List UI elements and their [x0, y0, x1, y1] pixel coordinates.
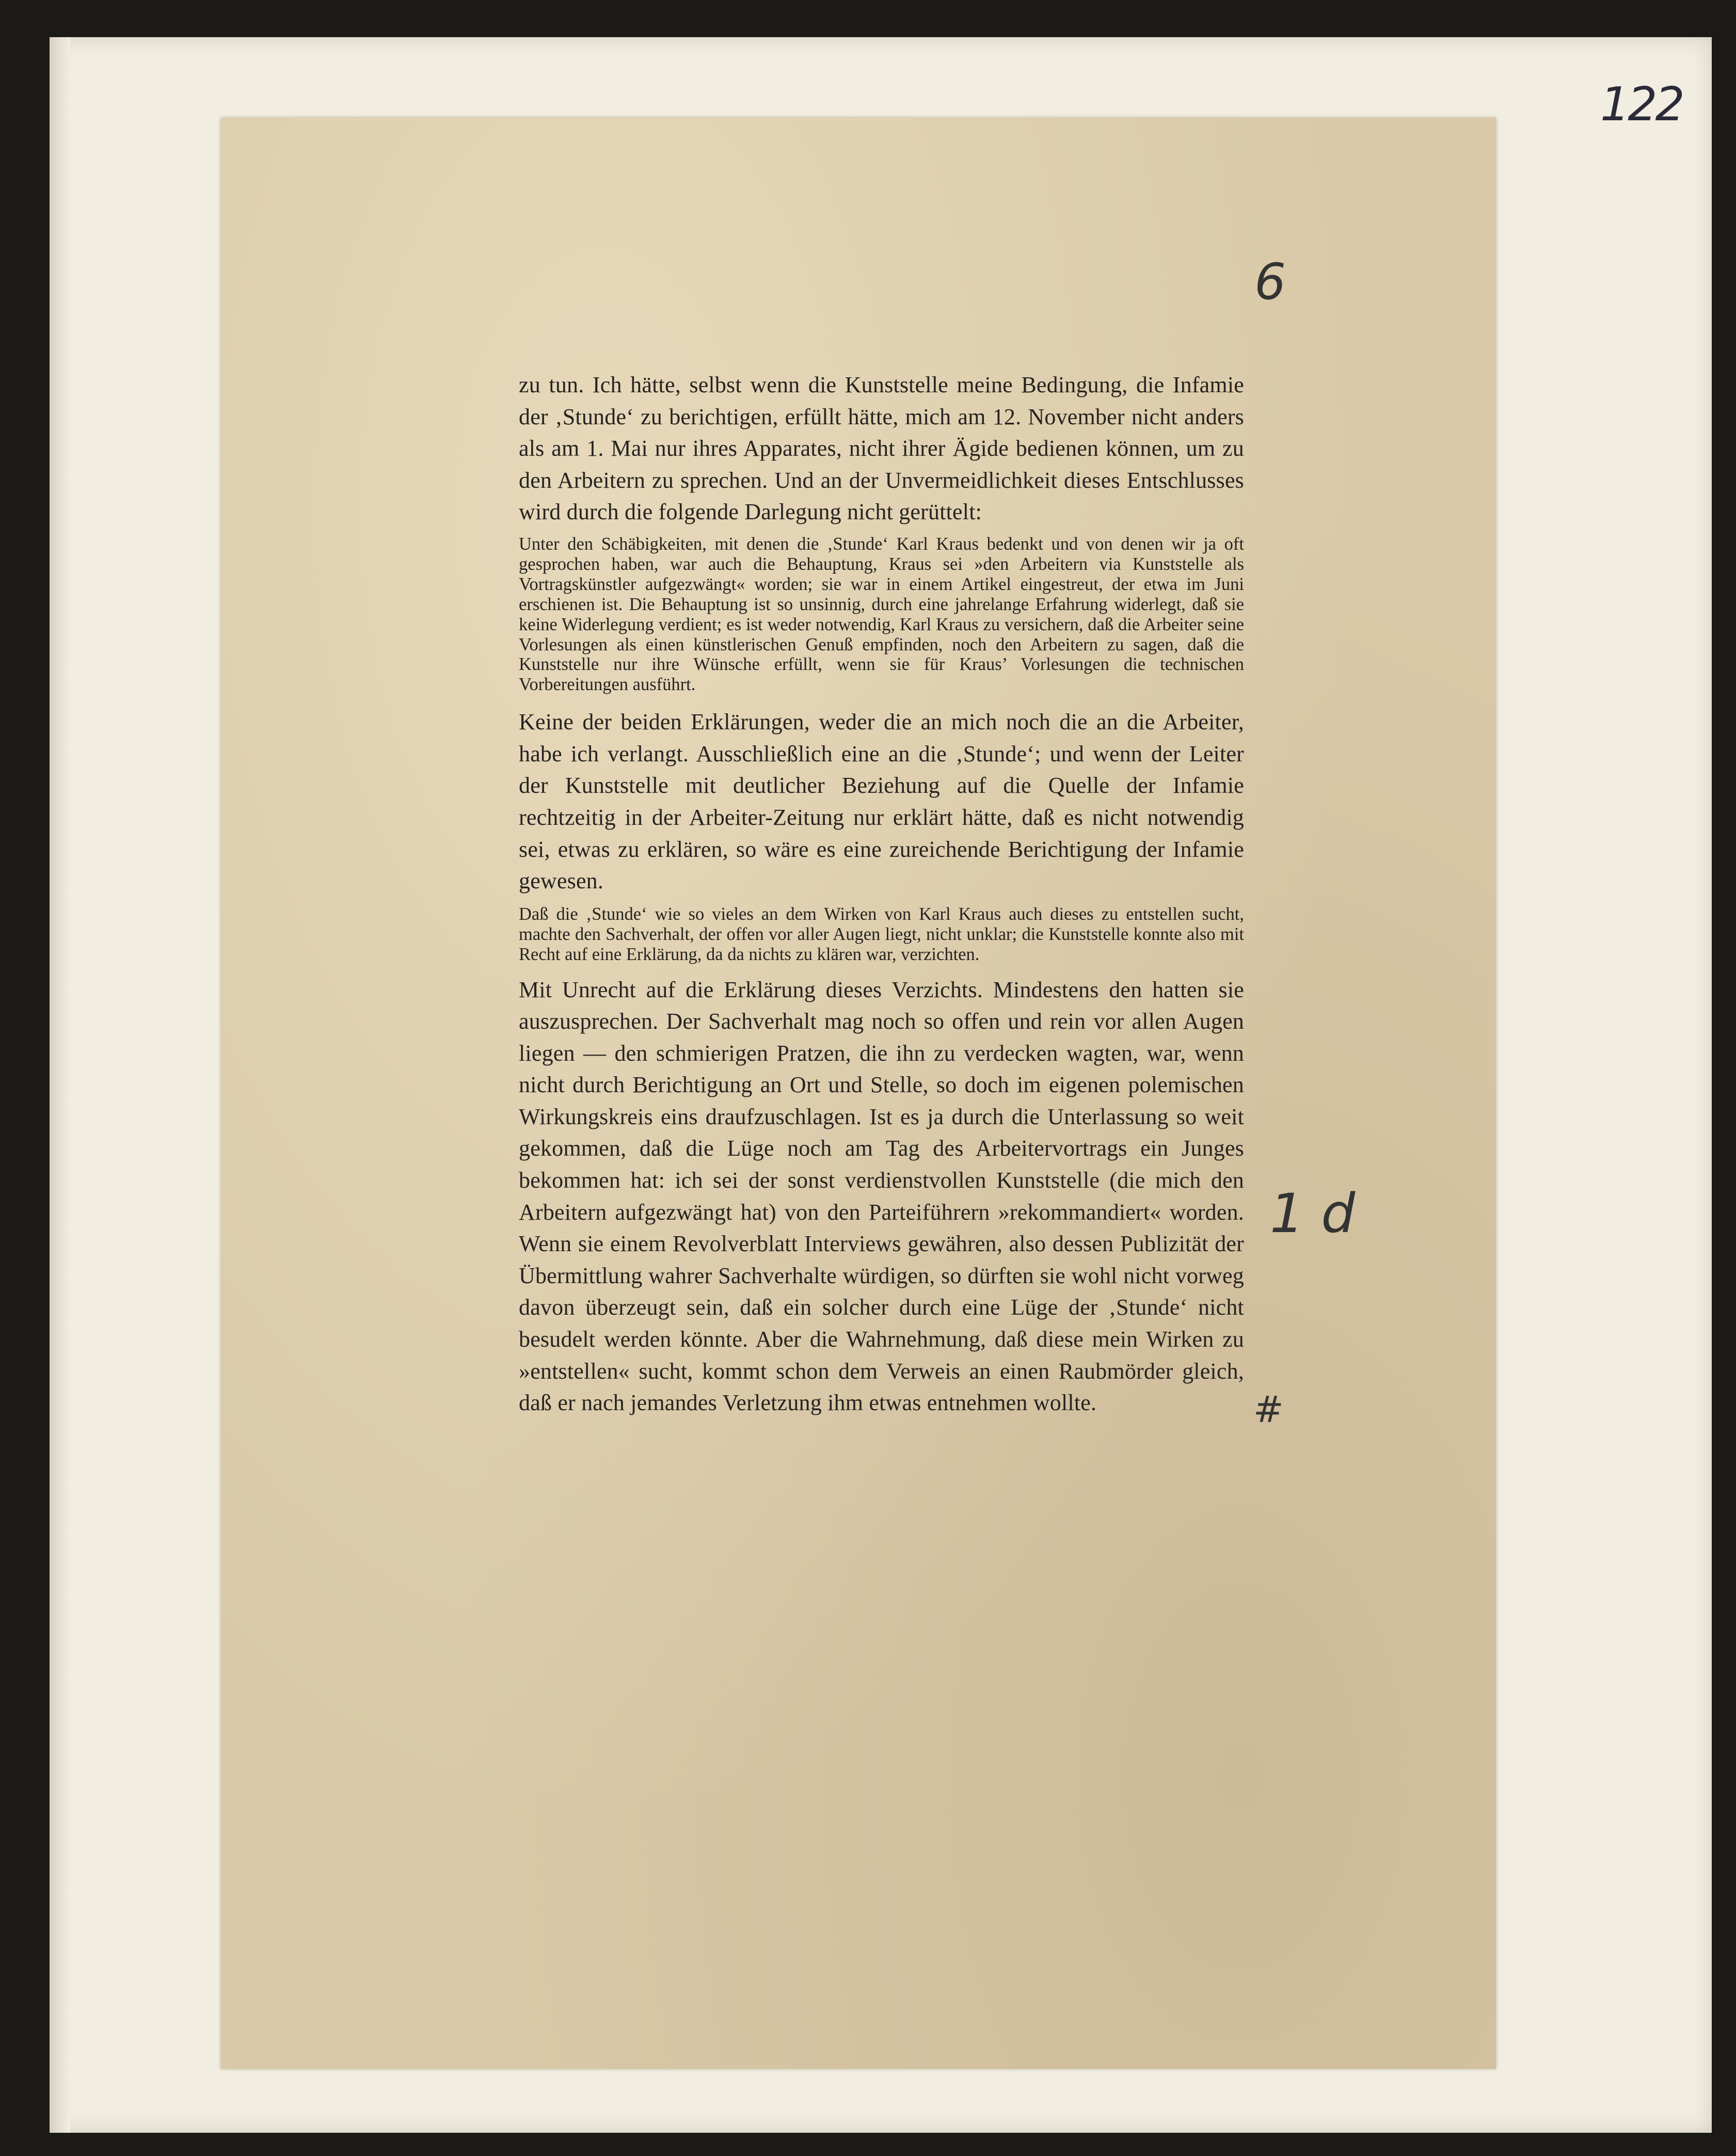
- paragraph-2: Keine der beiden Erklärungen, weder die an mich noch die an die Arbeiter, habe ich verlangt. Ausschließlich eine an die ‚Stunde‘; und wenn der Leiter der Kunststelle mit deutlicher Beziehung auf die Quelle der Infamie rechtzeitig in der Arbeiter-Zeitung nur erklärt hätte, daß es nicht notwendig sei, etwas zu erklären, so wäre es eine zureichende Berichtigung der Infamie gewesen.: [519, 709, 1244, 894]
- album-page-gutter: [50, 37, 70, 2133]
- paragraph-3: Mit Unrecht auf die Erklärung dieses Verzichts. Mindestens den hatten sie auszusprechen. Der Sachverhalt mag noch so offen und rein vor allen Augen liegen — den schmierigen Pratzen, die ihn zu verdecken wagten, war, wenn nicht durch Berichtigung an Ort und Stelle, so doch im eigenen polemischen Wirkungskreis eins draufzuschlagen. Ist es ja durch die Unterlassung so weit gekommen, daß die Lüge noch am Tag des Arbeitervortrags ein Junges bekommen hat: ich sei der sonst verdienstvollen Kunststelle (die mich den Arbeitern aufgezwängt hat) von den Parteiführern »rekommandiert« worden. Wenn sie einem Revolverblatt Interviews gewähren, also dessen Publizität der Übermittlung wahrer Sachverhalte würdigen, so dürften sie wohl nicht vorweg davon überzeugt sein, daß ein solcher durch eine Lüge der ‚Stunde‘ nicht besudelt werden könnte. Aber die Wahrnehmung, daß diese mein Wirken zu »entstellen« sucht, kommt schon dem Verweis an einen Raubmörder gleich, daß er nach jemandes Verletzung ihm etwas entnehmen wollte.: [519, 977, 1244, 1416]
- folio-number: 122: [1600, 77, 1683, 132]
- printed-text-block: [519, 369, 1244, 1425]
- handwritten-margin-note: 1 d: [1270, 1182, 1356, 1245]
- paragraph-1: zu tun. Ich hätte, selbst wenn die Kunststelle meine Bedingung, die Infamie der ‚Stunde‘ zu berichtigen, erfüllt hätte, mich am 12. November nicht anders als am 1. Mai nur ihres Apparates, nicht ihrer Ägide bedienen können, um zu den Arbeitern zu sprechen. Und an der Unvermeidlichkeit dieses Entschlusses wird durch die folgende Darlegung nicht gerüttelt:: [519, 372, 1244, 525]
- quoted-paragraph-2: Daß die ‚Stunde‘ wie so vieles an dem Wirken von Karl Kraus auch dieses zu entstellen sucht, machte den Sachverhalt, der offen vor aller Augen liegt, nicht unklar; die Kunststelle konnte also mit Recht auf eine Erklärung, da da nichts zu klären war, verzichten.: [519, 904, 1244, 964]
- handwritten-insertion-mark: #: [1253, 1388, 1284, 1431]
- quoted-paragraph-1: Unter den Schäbigkeiten, mit denen die ‚Stunde‘ Karl Kraus bedenkt und von denen wir ja oft gesprochen haben, war auch die Behauptung, Kraus sei »den Arbeitern via Kunststelle als Vortragskünstler aufgezwängt« worden; sie war in einem Artikel eingestreut, der etwa im Juni erschienen ist. Die Behauptung ist so unsinnig, durch eine jahrelange Erfahrung widerlegt, daß sie keine Widerlegung verdient; es ist weder notwendig, Karl Kraus zu versichern, daß die Arbeiter seine Vorlesungen als einen künstlerischen Genuß empfinden, noch den Arbeitern zu sagen, daß die Kunststelle nur ihre Wünsche erfüllt, wenn sie für Kraus’ Vorlesungen die technischen Vorbereitungen ausführt.: [519, 534, 1244, 695]
- handwritten-sheet-number: 6: [1254, 253, 1286, 311]
